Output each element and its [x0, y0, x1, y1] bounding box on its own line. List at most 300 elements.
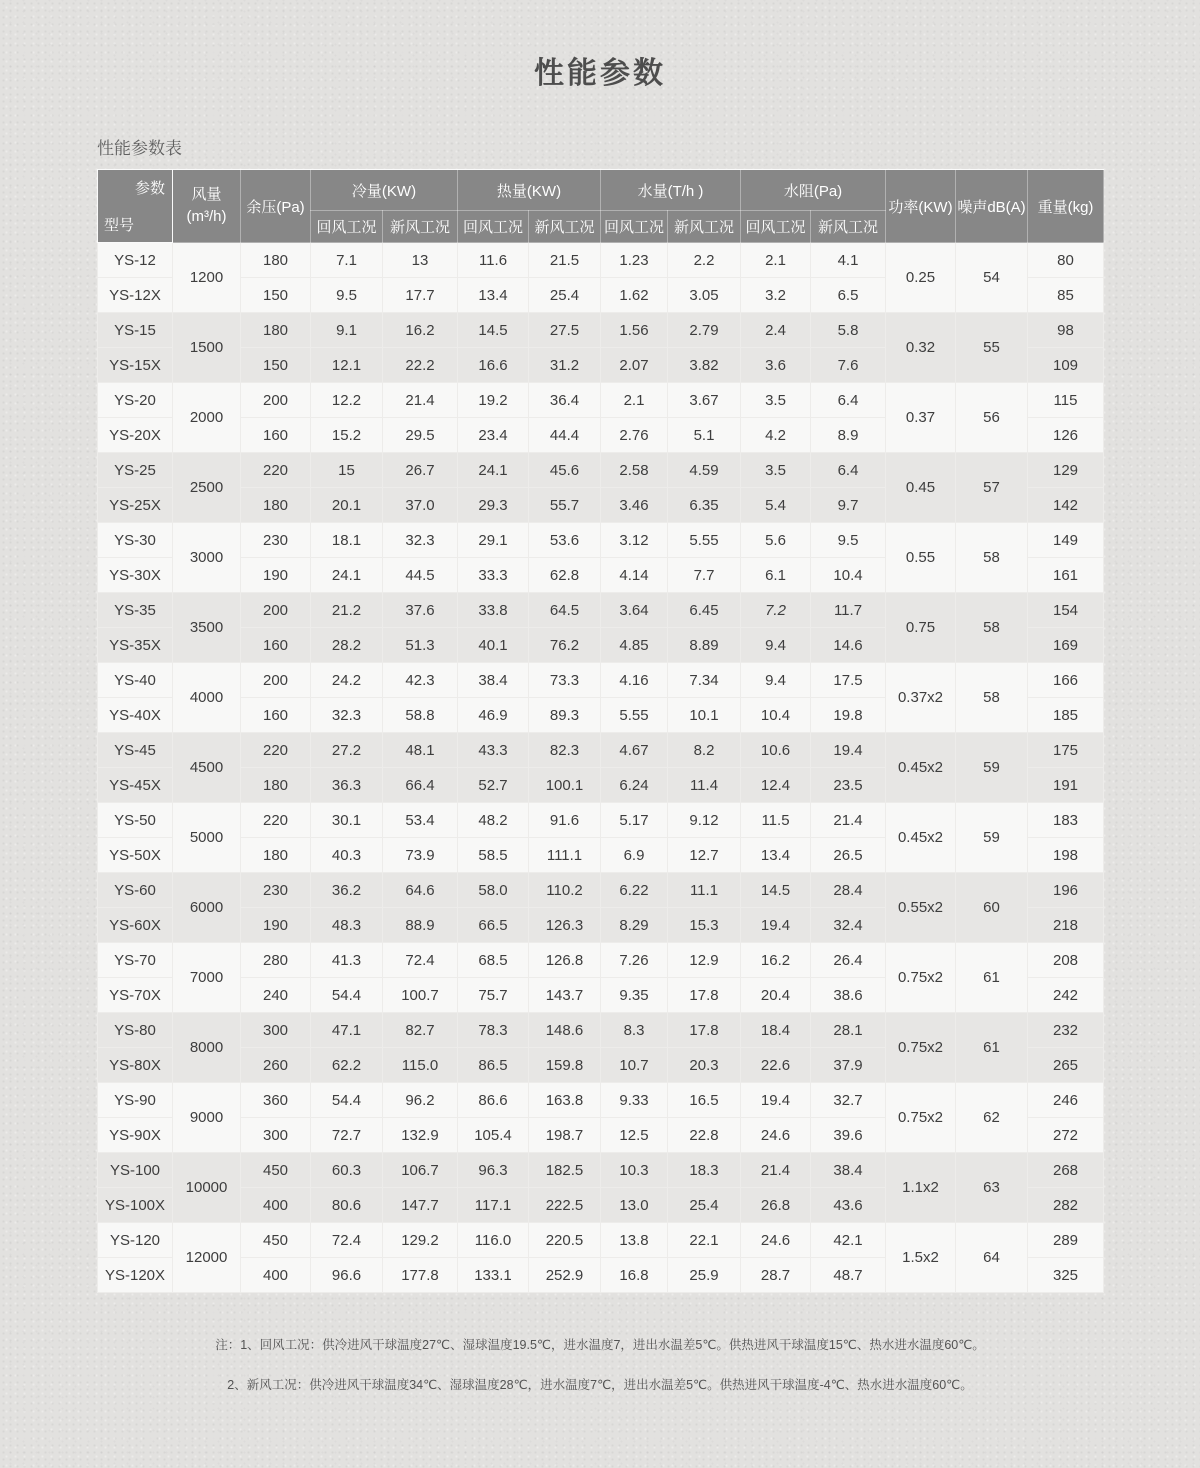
- cell-airflow: 6000: [173, 873, 241, 943]
- cell-cool-r: 47.1: [311, 1013, 383, 1048]
- cell-weight: 218: [1028, 908, 1104, 943]
- cell-cool-f: 37.6: [383, 593, 458, 628]
- header-return-air: 回风工况: [741, 211, 811, 243]
- cell-cool-r: 54.4: [311, 978, 383, 1013]
- cell-wflow-f: 18.3: [668, 1153, 741, 1188]
- cell-cool-f: 48.1: [383, 733, 458, 768]
- cell-wres-f: 7.6: [811, 348, 886, 383]
- cell-model: YS-70: [98, 943, 173, 978]
- cell-model: YS-80: [98, 1013, 173, 1048]
- cell-wflow-r: 2.07: [601, 348, 668, 383]
- cell-wres-f: 6.4: [811, 383, 886, 418]
- cell-heat-f: 159.8: [529, 1048, 601, 1083]
- cell-pressure: 200: [241, 663, 311, 698]
- cell-power: 0.45: [886, 453, 956, 523]
- cell-airflow: 8000: [173, 1013, 241, 1083]
- cell-heat-r: 29.1: [458, 523, 529, 558]
- header-cooling: 冷量(KW): [311, 170, 458, 211]
- cell-heat-f: 143.7: [529, 978, 601, 1013]
- cell-weight: 268: [1028, 1153, 1104, 1188]
- cell-pressure: 190: [241, 558, 311, 593]
- cell-power: 1.5x2: [886, 1223, 956, 1293]
- cell-wflow-r: 10.3: [601, 1153, 668, 1188]
- cell-heat-f: 64.5: [529, 593, 601, 628]
- cell-cool-f: 177.8: [383, 1258, 458, 1293]
- cell-weight: 325: [1028, 1258, 1104, 1293]
- cell-power: 0.32: [886, 313, 956, 383]
- cell-heat-f: 126.3: [529, 908, 601, 943]
- cell-weight: 129: [1028, 453, 1104, 488]
- cell-heat-f: 76.2: [529, 628, 601, 663]
- cell-wflow-f: 5.1: [668, 418, 741, 453]
- cell-noise: 58: [956, 663, 1028, 733]
- cell-heat-f: 25.4: [529, 278, 601, 313]
- header-noise: 噪声dB(A): [956, 170, 1028, 243]
- cell-wflow-f: 12.9: [668, 943, 741, 978]
- cell-heat-r: 33.3: [458, 558, 529, 593]
- cell-wres-r: 10.4: [741, 698, 811, 733]
- cell-heat-f: 198.7: [529, 1118, 601, 1153]
- cell-airflow: 7000: [173, 943, 241, 1013]
- cell-pressure: 220: [241, 453, 311, 488]
- cell-wflow-f: 8.89: [668, 628, 741, 663]
- cell-cool-f: 51.3: [383, 628, 458, 663]
- cell-heat-r: 40.1: [458, 628, 529, 663]
- cell-heat-f: 163.8: [529, 1083, 601, 1118]
- cell-wres-r: 13.4: [741, 838, 811, 873]
- cell-airflow: 1500: [173, 313, 241, 383]
- cell-cool-f: 16.2: [383, 313, 458, 348]
- cell-wflow-f: 15.3: [668, 908, 741, 943]
- cell-heat-f: 82.3: [529, 733, 601, 768]
- cell-heat-r: 66.5: [458, 908, 529, 943]
- cell-wflow-f: 9.12: [668, 803, 741, 838]
- cell-wres-f: 43.6: [811, 1188, 886, 1223]
- cell-wres-r: 6.1: [741, 558, 811, 593]
- cell-heat-r: 19.2: [458, 383, 529, 418]
- cell-cool-r: 9.1: [311, 313, 383, 348]
- cell-cool-r: 41.3: [311, 943, 383, 978]
- cell-wres-f: 6.5: [811, 278, 886, 313]
- cell-heat-f: 222.5: [529, 1188, 601, 1223]
- cell-cool-f: 13: [383, 243, 458, 278]
- cell-model: YS-12X: [98, 278, 173, 313]
- cell-wflow-r: 1.62: [601, 278, 668, 313]
- cell-pressure: 400: [241, 1258, 311, 1293]
- cell-pressure: 230: [241, 873, 311, 908]
- cell-cool-r: 54.4: [311, 1083, 383, 1118]
- cell-heat-r: 29.3: [458, 488, 529, 523]
- table-row: [98, 593, 1104, 628]
- cell-heat-r: 86.5: [458, 1048, 529, 1083]
- cell-cool-r: 9.5: [311, 278, 383, 313]
- cell-pressure: 200: [241, 383, 311, 418]
- cell-model: YS-60X: [98, 908, 173, 943]
- cell-wres-f: 38.4: [811, 1153, 886, 1188]
- cell-wres-r: 3.2: [741, 278, 811, 313]
- cell-noise: 60: [956, 873, 1028, 943]
- cell-model: YS-70X: [98, 978, 173, 1013]
- cell-power: 0.75x2: [886, 1013, 956, 1083]
- cell-wflow-r: 3.64: [601, 593, 668, 628]
- cell-wflow-f: 11.1: [668, 873, 741, 908]
- cell-weight: 109: [1028, 348, 1104, 383]
- cell-model: YS-12: [98, 243, 173, 278]
- cell-heat-f: 53.6: [529, 523, 601, 558]
- cell-wflow-r: 1.23: [601, 243, 668, 278]
- cell-weight: 208: [1028, 943, 1104, 978]
- cell-heat-r: 52.7: [458, 768, 529, 803]
- performance-table: [97, 169, 1104, 1293]
- cell-heat-f: 100.1: [529, 768, 601, 803]
- cell-heat-f: 73.3: [529, 663, 601, 698]
- cell-wflow-r: 3.46: [601, 488, 668, 523]
- cell-pressure: 180: [241, 243, 311, 278]
- cell-heat-r: 14.5: [458, 313, 529, 348]
- cell-heat-r: 58.5: [458, 838, 529, 873]
- cell-airflow: 3500: [173, 593, 241, 663]
- cell-model: YS-35: [98, 593, 173, 628]
- table-row: [98, 1013, 1104, 1048]
- cell-wflow-f: 22.1: [668, 1223, 741, 1258]
- header-airflow-line2: (m³/h): [186, 208, 227, 225]
- cell-heat-r: 16.6: [458, 348, 529, 383]
- cell-heat-r: 68.5: [458, 943, 529, 978]
- cell-wres-r: 10.6: [741, 733, 811, 768]
- cell-heat-r: 105.4: [458, 1118, 529, 1153]
- cell-wres-f: 38.6: [811, 978, 886, 1013]
- cell-wres-f: 23.5: [811, 768, 886, 803]
- cell-heat-f: 44.4: [529, 418, 601, 453]
- cell-wflow-f: 12.7: [668, 838, 741, 873]
- cell-wres-f: 42.1: [811, 1223, 886, 1258]
- cell-model: YS-50X: [98, 838, 173, 873]
- cell-wres-f: 4.1: [811, 243, 886, 278]
- cell-weight: 282: [1028, 1188, 1104, 1223]
- cell-pressure: 450: [241, 1223, 311, 1258]
- cell-pressure: 230: [241, 523, 311, 558]
- cell-pressure: 360: [241, 1083, 311, 1118]
- cell-cool-f: 72.4: [383, 943, 458, 978]
- cell-wres-f: 11.7: [811, 593, 886, 628]
- cell-heat-r: 43.3: [458, 733, 529, 768]
- cell-wres-f: 9.5: [811, 523, 886, 558]
- cell-pressure: 160: [241, 418, 311, 453]
- cell-heat-f: 55.7: [529, 488, 601, 523]
- cell-wflow-f: 3.82: [668, 348, 741, 383]
- cell-cool-r: 40.3: [311, 838, 383, 873]
- cell-wflow-r: 7.26: [601, 943, 668, 978]
- header-airflow: [173, 170, 241, 243]
- cell-wres-r: 3.5: [741, 383, 811, 418]
- cell-wflow-r: 4.67: [601, 733, 668, 768]
- header-fresh-air: 新风工况: [811, 211, 886, 243]
- cell-airflow: 12000: [173, 1223, 241, 1293]
- footnotes: [0, 1325, 1200, 1405]
- cell-cool-r: 24.1: [311, 558, 383, 593]
- cell-noise: 58: [956, 523, 1028, 593]
- cell-pressure: 180: [241, 488, 311, 523]
- cell-wres-r: 3.5: [741, 453, 811, 488]
- cell-noise: 55: [956, 313, 1028, 383]
- cell-heat-r: 33.8: [458, 593, 529, 628]
- cell-wflow-r: 3.12: [601, 523, 668, 558]
- header-pressure: 余压(Pa): [241, 170, 311, 243]
- cell-pressure: 160: [241, 628, 311, 663]
- cell-cool-r: 12.1: [311, 348, 383, 383]
- cell-model: YS-45: [98, 733, 173, 768]
- cell-airflow: 1200: [173, 243, 241, 313]
- cell-wflow-r: 5.55: [601, 698, 668, 733]
- cell-wflow-f: 6.35: [668, 488, 741, 523]
- cell-wflow-r: 10.7: [601, 1048, 668, 1083]
- footnote-2: 2、新风工况：供冷进风干球温度34℃、湿球温度28℃，进水温度7℃，进出水温差5℃。供热进风干球温度-4℃、热水进水温度60℃。: [227, 1378, 973, 1392]
- cell-heat-f: 148.6: [529, 1013, 601, 1048]
- cell-airflow: 2000: [173, 383, 241, 453]
- cell-power: 1.1x2: [886, 1153, 956, 1223]
- cell-wres-f: 17.5: [811, 663, 886, 698]
- cell-pressure: 220: [241, 803, 311, 838]
- cell-cool-r: 60.3: [311, 1153, 383, 1188]
- cell-cool-f: 42.3: [383, 663, 458, 698]
- cell-model: YS-40X: [98, 698, 173, 733]
- cell-cool-f: 147.7: [383, 1188, 458, 1223]
- cell-noise: 62: [956, 1083, 1028, 1153]
- cell-cool-f: 21.4: [383, 383, 458, 418]
- cell-weight: 169: [1028, 628, 1104, 663]
- cell-pressure: 300: [241, 1013, 311, 1048]
- cell-heat-f: 252.9: [529, 1258, 601, 1293]
- cell-weight: 80: [1028, 243, 1104, 278]
- cell-wflow-f: 25.9: [668, 1258, 741, 1293]
- cell-heat-r: 58.0: [458, 873, 529, 908]
- cell-cool-f: 129.2: [383, 1223, 458, 1258]
- cell-cool-r: 18.1: [311, 523, 383, 558]
- cell-airflow: 4500: [173, 733, 241, 803]
- cell-cool-f: 44.5: [383, 558, 458, 593]
- cell-heat-f: 89.3: [529, 698, 601, 733]
- cell-airflow: 10000: [173, 1153, 241, 1223]
- cell-cool-f: 17.7: [383, 278, 458, 313]
- cell-wflow-r: 2.76: [601, 418, 668, 453]
- header-fresh-air: 新风工况: [383, 211, 458, 243]
- cell-weight: 185: [1028, 698, 1104, 733]
- cell-weight: 154: [1028, 593, 1104, 628]
- cell-weight: 115: [1028, 383, 1104, 418]
- cell-heat-r: 13.4: [458, 278, 529, 313]
- cell-wflow-f: 7.34: [668, 663, 741, 698]
- cell-wflow-r: 8.29: [601, 908, 668, 943]
- cell-wres-f: 32.4: [811, 908, 886, 943]
- cell-heat-r: 24.1: [458, 453, 529, 488]
- cell-cool-r: 7.1: [311, 243, 383, 278]
- cell-model: YS-100X: [98, 1188, 173, 1223]
- cell-wflow-r: 6.22: [601, 873, 668, 908]
- cell-model: YS-120: [98, 1223, 173, 1258]
- cell-noise: 63: [956, 1153, 1028, 1223]
- cell-wflow-r: 12.5: [601, 1118, 668, 1153]
- cell-wflow-r: 6.24: [601, 768, 668, 803]
- cell-wres-r: 16.2: [741, 943, 811, 978]
- cell-wres-r: 21.4: [741, 1153, 811, 1188]
- cell-wres-r: 24.6: [741, 1223, 811, 1258]
- cell-wflow-f: 8.2: [668, 733, 741, 768]
- cell-wflow-r: 9.35: [601, 978, 668, 1013]
- cell-cool-r: 24.2: [311, 663, 383, 698]
- cell-cool-f: 132.9: [383, 1118, 458, 1153]
- performance-table-wrap: [97, 169, 1103, 1293]
- cell-weight: 149: [1028, 523, 1104, 558]
- cell-model: YS-30: [98, 523, 173, 558]
- cell-noise: 54: [956, 243, 1028, 313]
- cell-noise: 58: [956, 593, 1028, 663]
- cell-cool-f: 73.9: [383, 838, 458, 873]
- cell-pressure: 450: [241, 1153, 311, 1188]
- cell-weight: 246: [1028, 1083, 1104, 1118]
- header-return-air: 回风工况: [458, 211, 529, 243]
- table-row: [98, 453, 1104, 488]
- cell-cool-r: 28.2: [311, 628, 383, 663]
- cell-heat-f: 182.5: [529, 1153, 601, 1188]
- cell-weight: 166: [1028, 663, 1104, 698]
- cell-model: YS-20: [98, 383, 173, 418]
- cell-wflow-r: 8.3: [601, 1013, 668, 1048]
- cell-wflow-r: 2.1: [601, 383, 668, 418]
- cell-cool-f: 88.9: [383, 908, 458, 943]
- cell-heat-r: 133.1: [458, 1258, 529, 1293]
- cell-cool-r: 30.1: [311, 803, 383, 838]
- cell-cool-f: 22.2: [383, 348, 458, 383]
- cell-pressure: 260: [241, 1048, 311, 1083]
- cell-wres-f: 21.4: [811, 803, 886, 838]
- cell-wres-r: 7.2: [741, 593, 811, 628]
- table-row: [98, 1153, 1104, 1188]
- corner-label-parameter: 参数: [134, 180, 165, 197]
- cell-wres-r: 19.4: [741, 908, 811, 943]
- table-row: [98, 523, 1104, 558]
- corner-label-model: 型号: [104, 217, 135, 234]
- cell-wres-f: 48.7: [811, 1258, 886, 1293]
- cell-pressure: 160: [241, 698, 311, 733]
- cell-wres-f: 39.6: [811, 1118, 886, 1153]
- cell-wflow-f: 2.2: [668, 243, 741, 278]
- cell-cool-f: 37.0: [383, 488, 458, 523]
- cell-wres-f: 10.4: [811, 558, 886, 593]
- header-return-air: 回风工况: [601, 211, 668, 243]
- cell-power: 0.75: [886, 593, 956, 663]
- cell-wres-r: 11.5: [741, 803, 811, 838]
- cell-power: 0.55x2: [886, 873, 956, 943]
- cell-power: 0.75x2: [886, 1083, 956, 1153]
- cell-model: YS-40: [98, 663, 173, 698]
- cell-weight: 232: [1028, 1013, 1104, 1048]
- table-row: [98, 1223, 1104, 1258]
- cell-weight: 98: [1028, 313, 1104, 348]
- cell-model: YS-15X: [98, 348, 173, 383]
- cell-wres-f: 28.1: [811, 1013, 886, 1048]
- cell-heat-r: 116.0: [458, 1223, 529, 1258]
- cell-model: YS-25X: [98, 488, 173, 523]
- spec-table-body: [98, 243, 1104, 1293]
- cell-heat-f: 62.8: [529, 558, 601, 593]
- cell-wres-f: 14.6: [811, 628, 886, 663]
- cell-weight: 85: [1028, 278, 1104, 313]
- cell-heat-f: 31.2: [529, 348, 601, 383]
- cell-cool-r: 20.1: [311, 488, 383, 523]
- cell-wflow-f: 17.8: [668, 978, 741, 1013]
- page-title: 性能参数: [534, 57, 666, 90]
- cell-cool-r: 62.2: [311, 1048, 383, 1083]
- cell-wflow-r: 5.17: [601, 803, 668, 838]
- cell-model: YS-15: [98, 313, 173, 348]
- cell-wres-r: 26.8: [741, 1188, 811, 1223]
- cell-cool-r: 27.2: [311, 733, 383, 768]
- cell-wres-r: 5.4: [741, 488, 811, 523]
- cell-wflow-f: 22.8: [668, 1118, 741, 1153]
- header-return-air: 回风工况: [311, 211, 383, 243]
- cell-wres-f: 26.4: [811, 943, 886, 978]
- cell-heat-f: 27.5: [529, 313, 601, 348]
- cell-wres-f: 26.5: [811, 838, 886, 873]
- cell-noise: 59: [956, 733, 1028, 803]
- cell-cool-r: 96.6: [311, 1258, 383, 1293]
- cell-heat-r: 96.3: [458, 1153, 529, 1188]
- cell-wres-f: 19.4: [811, 733, 886, 768]
- cell-wres-r: 19.4: [741, 1083, 811, 1118]
- cell-heat-r: 46.9: [458, 698, 529, 733]
- header-weight: 重量(kg): [1028, 170, 1104, 243]
- cell-cool-f: 64.6: [383, 873, 458, 908]
- cell-wres-r: 12.4: [741, 768, 811, 803]
- cell-wres-r: 3.6: [741, 348, 811, 383]
- cell-weight: 272: [1028, 1118, 1104, 1153]
- cell-pressure: 200: [241, 593, 311, 628]
- cell-wflow-r: 16.8: [601, 1258, 668, 1293]
- cell-airflow: 4000: [173, 663, 241, 733]
- cell-cool-f: 82.7: [383, 1013, 458, 1048]
- cell-heat-f: 111.1: [529, 838, 601, 873]
- header-fresh-air: 新风工况: [529, 211, 601, 243]
- cell-model: YS-60: [98, 873, 173, 908]
- cell-heat-r: 48.2: [458, 803, 529, 838]
- cell-wflow-f: 5.55: [668, 523, 741, 558]
- cell-power: 0.37: [886, 383, 956, 453]
- cell-wres-f: 28.4: [811, 873, 886, 908]
- cell-wflow-f: 10.1: [668, 698, 741, 733]
- cell-airflow: 2500: [173, 453, 241, 523]
- cell-wflow-r: 1.56: [601, 313, 668, 348]
- cell-heat-r: 86.6: [458, 1083, 529, 1118]
- table-caption: 性能参数表: [97, 139, 182, 158]
- table-header: [98, 170, 1104, 243]
- cell-wres-f: 5.8: [811, 313, 886, 348]
- cell-pressure: 280: [241, 943, 311, 978]
- cell-cool-f: 58.8: [383, 698, 458, 733]
- cell-cool-f: 29.5: [383, 418, 458, 453]
- cell-wflow-f: 17.8: [668, 1013, 741, 1048]
- cell-wres-r: 24.6: [741, 1118, 811, 1153]
- cell-pressure: 180: [241, 768, 311, 803]
- cell-heat-f: 220.5: [529, 1223, 601, 1258]
- header-corner: [98, 170, 173, 243]
- cell-wflow-f: 20.3: [668, 1048, 741, 1083]
- header-airflow-line1: 风量: [191, 186, 222, 204]
- cell-wres-r: 5.6: [741, 523, 811, 558]
- cell-heat-r: 23.4: [458, 418, 529, 453]
- table-row: [98, 383, 1104, 418]
- cell-power: 0.37x2: [886, 663, 956, 733]
- table-row: [98, 1083, 1104, 1118]
